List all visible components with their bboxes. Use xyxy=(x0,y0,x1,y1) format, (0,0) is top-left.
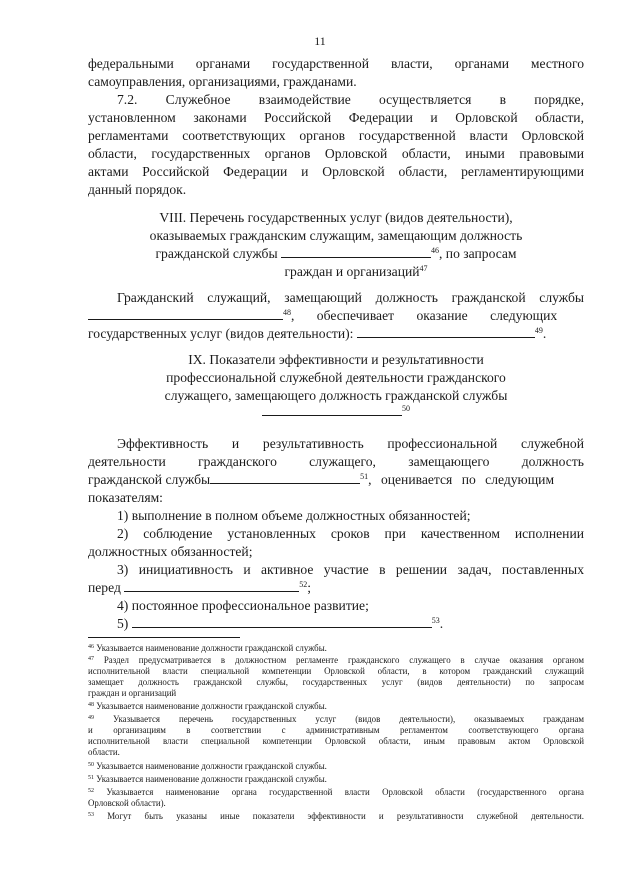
footnote: $^{52}$ Указывается наименование органа государственной власти Орловской области (государственного органа xyxy=(88,787,584,797)
blank-line xyxy=(124,580,299,592)
paragraph-line: гражданской службы $^{51}$, оценивается по следующим xyxy=(88,472,555,487)
footnote: $^{50}$ Указывается наименование должности гражданской службы. xyxy=(88,761,327,771)
footnote-ref[interactable]: 47 xyxy=(419,264,428,273)
footnote-ref[interactable]: 46 xyxy=(431,246,439,255)
footnote: исполнительной власти специальной компетенции Орловской области, иным правовым актом Орловской xyxy=(88,736,584,746)
footnote-separator xyxy=(88,637,240,638)
paragraph-line: федеральными органами государственной власти, органами местного xyxy=(88,56,584,71)
section-heading: профессиональной служебной деятельности гражданского xyxy=(166,370,506,385)
blank-line xyxy=(262,404,402,416)
footnote: области. xyxy=(88,747,120,757)
paragraph-line: Гражданский служащий, замещающий должность гражданской службы xyxy=(117,290,584,305)
list-item: должностных обязанностей; xyxy=(88,544,253,559)
section-heading: гражданской службы $^{46}$, по запросам xyxy=(155,246,517,261)
section-heading: служащего, замещающего должность гражданской службы xyxy=(164,388,508,403)
paragraph-line: $^{48}$, обеспечивает оказание следующих xyxy=(88,308,584,324)
section-heading: IX. Показатели эффективности и результативности xyxy=(188,352,484,367)
paragraph-line: установленном законами Российской Федерации и Орловской области, xyxy=(88,110,584,125)
footnote: граждан и организаций xyxy=(88,688,177,698)
blank-line xyxy=(357,326,535,338)
footnote: $^{46}$ Указывается наименование должности гражданской службы. xyxy=(88,643,327,653)
paragraph-line: Эффективность и результативность профессиональной служебной xyxy=(117,436,584,451)
page-number: 11 xyxy=(314,34,326,48)
blank-line xyxy=(281,246,431,258)
section-heading xyxy=(262,404,422,420)
footnote: замещает должность гражданской службы, государственных услуг (видов деятельности) по запросам xyxy=(88,677,584,687)
footnote: $^{48}$ Указывается наименование должности гражданской службы. xyxy=(88,701,327,711)
section-heading: оказываемых гражданским служащим, замещающим должность xyxy=(149,228,523,243)
footnote: $^{51}$ Указывается наименование должности гражданской службы. xyxy=(88,774,327,784)
footnote-ref[interactable]: 52 xyxy=(299,580,308,589)
footnote: Орловской области). xyxy=(88,798,166,808)
section-heading: граждан и организаций$^{47}$ xyxy=(284,264,428,279)
paragraph-line: 7.2. Служебное взаимодействие осуществляется в порядке, xyxy=(117,92,584,107)
blank-line xyxy=(210,472,360,484)
paragraph-line: данный порядок. xyxy=(88,182,187,197)
list-item: 1) выполнение в полном объеме должностных обязанностей; xyxy=(117,508,471,523)
footnote: $^{53}$ Могут быть указаны иные показатели эффективности и результативности служебной деятельности. xyxy=(88,811,585,821)
paragraph-line: самоуправления, организациями, гражданами. xyxy=(88,74,357,89)
list-item: 4) постоянное профессиональное развитие; xyxy=(117,598,369,613)
footnote: $^{47}$ Раздел предусматривается в должностном регламенте гражданского служащего в случае оказания органом xyxy=(88,655,584,665)
list-item: 2) соблюдение установленных сроков при качественном исполнении xyxy=(117,526,584,541)
footnote: $^{49}$ Указывается перечень государственных услуг (видов деятельности), оказываемых гражданам xyxy=(88,714,585,724)
paragraph-line: регламентами соответствующих органов государственной власти Орловской xyxy=(88,128,584,143)
footnote: и организациям в соответствии с административным регламентом соответствующего органа xyxy=(88,725,584,735)
list-item: 5) $^{53}$. xyxy=(117,616,444,631)
footnote: исполнительной власти специальной компетенции Орловской области, в котором гражданский служащий xyxy=(88,666,584,676)
footnote-ref[interactable]: 51 xyxy=(360,472,369,481)
footnote-ref[interactable]: 53 xyxy=(431,616,440,625)
paragraph-line: деятельности гражданского служащего, замещающего должность xyxy=(88,454,584,469)
footnote-ref[interactable]: 48 xyxy=(283,308,291,317)
footnote-ref[interactable]: 50 xyxy=(402,404,410,413)
blank-line xyxy=(132,616,432,628)
paragraph-line: показателям: xyxy=(88,490,163,505)
paragraph-line: актами Российской Федерации и Орловской области, регламентирующими xyxy=(88,164,584,179)
list-item: перед $^{52}$; xyxy=(88,580,312,595)
blank-line xyxy=(88,308,283,320)
section-heading: VIII. Перечень государственных услуг (видов деятельности), xyxy=(159,210,513,225)
footnote-ref[interactable]: 49 xyxy=(534,326,543,335)
list-item: 3) инициативность и активное участие в решении задач, поставленных xyxy=(117,562,584,577)
paragraph-line: области, государственных органов Орловской области, иными правовыми xyxy=(88,146,584,161)
paragraph-line: государственных услуг (видов деятельности): $^{49}$. xyxy=(88,326,547,341)
